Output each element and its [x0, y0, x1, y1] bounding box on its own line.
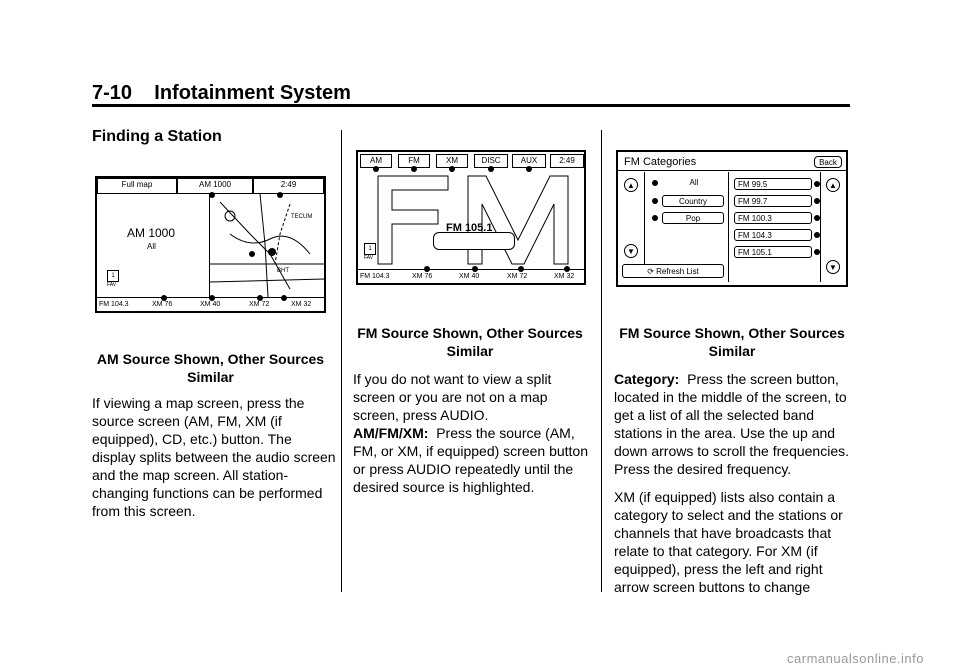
- am-tab: AM 1000: [177, 178, 253, 194]
- screenshot-am-map: [95, 176, 326, 313]
- term-label: Category:: [614, 371, 680, 387]
- term-body: Press the source (AM, FM, or XM, if equipped) screen button or press AUDIO repeatedly until the desired source is highlighted.: [353, 425, 588, 495]
- screenshot-fm: [356, 150, 586, 285]
- scroll-down-arrow-icon: ▼: [826, 260, 840, 274]
- category-button: [433, 232, 515, 250]
- site-watermark: carmanualsonline.info: [787, 651, 924, 666]
- disc-tab: DISC: [474, 154, 508, 168]
- caption-line: FM Source Shown, Other Sources: [357, 325, 583, 341]
- caption-line: Similar: [187, 369, 234, 385]
- preset-4: XM 72: [507, 273, 528, 280]
- preset-2: XM 76: [412, 273, 433, 280]
- caption-line: FM Source Shown, Other Sources: [619, 325, 845, 341]
- fm-tab: FM: [398, 154, 430, 168]
- station-display: AM 1000: [127, 226, 176, 240]
- category-item: Pop: [662, 212, 724, 224]
- title-rule: [618, 170, 846, 171]
- scroll-up-arrow-icon: ▲: [826, 178, 840, 192]
- refresh-label: Refresh List: [656, 267, 699, 276]
- full-map-tab: Full map: [97, 178, 177, 194]
- term-body: Press the screen button, located in the middle of the screen, to get a list of all the selected band stations in the area. Use the up and down arrows to scroll the frequencies. Press the desired frequency.: [614, 371, 849, 477]
- scroll-down-arrow-icon: ▼: [624, 244, 638, 258]
- frequency-item: FM 104.3: [734, 229, 812, 241]
- xm-tab: XM: [436, 154, 468, 168]
- list-border: [728, 172, 729, 282]
- category-item: All: [689, 178, 699, 187]
- frequency-item: FM 100.3: [734, 212, 812, 224]
- frequency-item: FM 99.5: [734, 178, 812, 190]
- frequency-item: FM 105.1: [734, 246, 812, 258]
- map-label: TECUM: [291, 214, 313, 220]
- caption-fm-categories: [612, 324, 852, 360]
- aux-tab: AUX: [512, 154, 546, 168]
- chapter-title: Infotainment System: [154, 82, 351, 104]
- paragraph-category: [614, 370, 856, 478]
- preset-3: XM 40: [459, 273, 480, 280]
- page-number: 7-10: [92, 82, 133, 104]
- preset-5: XM 32: [291, 301, 312, 308]
- section-title: Finding a Station: [92, 128, 222, 145]
- back-button: Back: [814, 156, 842, 168]
- paragraph-xm-lists: XM (if equipped) lists also contain a category to select and the stations or channels that have broadcasts that relate to that category. For XM (if equipped), press the left and right arrow screen buttons to change: [614, 489, 843, 595]
- clock-tab: 2:49: [550, 154, 584, 168]
- caption-line: AM Source Shown, Other Sources: [96, 351, 325, 367]
- preset-dot: [564, 266, 570, 272]
- category-display: All: [147, 242, 156, 251]
- paragraph-am-fm-xm: [353, 424, 593, 496]
- page-header: [92, 82, 351, 105]
- fav-icon: 1: [364, 243, 376, 255]
- column-divider-1: [341, 130, 342, 592]
- list-border: [644, 172, 645, 264]
- caption-line: Similar: [446, 343, 494, 359]
- station-display: FM 105.1: [446, 222, 493, 234]
- scroll-up-arrow-icon: ▲: [624, 178, 638, 192]
- paragraph-map-screen: If viewing a map screen, press the source screen (AM, FM, XM (if equipped), CD, etc.) button. The display splits between the audio screen and the map screen. All station-changing functions can be performed from this screen.: [92, 395, 336, 519]
- preset-2: XM 76: [152, 301, 173, 308]
- category-dot: [652, 198, 658, 204]
- categories-title: FM Categories: [624, 156, 697, 168]
- list-border: [820, 172, 821, 282]
- preset-3: XM 40: [200, 301, 221, 308]
- paragraph-audio: If you do not want to view a split screen or you are not on a map screen, press AUDIO.: [353, 371, 552, 423]
- refresh-icon: ⟳: [647, 267, 654, 276]
- preset-dot: [161, 295, 167, 301]
- preset-dot: [424, 266, 430, 272]
- header-rule: [92, 104, 850, 107]
- preset-dot: [257, 295, 263, 301]
- category-item: Country: [662, 195, 724, 207]
- preset-dot: [209, 295, 215, 301]
- caption-am: [88, 350, 333, 386]
- category-dot: [652, 215, 658, 221]
- map-label: BHT: [277, 268, 289, 274]
- frequency-dot: [814, 198, 820, 204]
- frequency-dot: [814, 249, 820, 255]
- preset-dot: [281, 295, 287, 301]
- map-area: [210, 194, 324, 297]
- fav-label: FAV: [107, 282, 117, 288]
- clock-tab: 2:49: [253, 178, 324, 194]
- fav-label: FAV: [364, 255, 374, 261]
- fm-watermark-graphic: [368, 170, 578, 266]
- am-tab: AM: [360, 154, 392, 168]
- caption-line: Similar: [708, 343, 756, 359]
- preset-1: FM 104.3: [99, 301, 129, 308]
- preset-5: XM 32: [554, 273, 575, 280]
- category-dot: [652, 180, 658, 186]
- preset-dot: [518, 266, 524, 272]
- frequency-dot: [814, 215, 820, 221]
- frequency-item: FM 99.7: [734, 195, 812, 207]
- term-label: AM/FM/XM:: [353, 425, 429, 441]
- fav-icon: 1: [107, 270, 119, 282]
- column-divider-2: [601, 130, 602, 592]
- frequency-dot: [814, 181, 820, 187]
- caption-fm: [350, 324, 590, 360]
- refresh-list-button: [622, 264, 724, 278]
- screenshot-fm-categories: [616, 150, 848, 287]
- preset-4: XM 72: [249, 301, 270, 308]
- preset-divider: [358, 269, 584, 270]
- preset-1: FM 104.3: [360, 273, 390, 280]
- preset-dot: [472, 266, 478, 272]
- frequency-dot: [814, 232, 820, 238]
